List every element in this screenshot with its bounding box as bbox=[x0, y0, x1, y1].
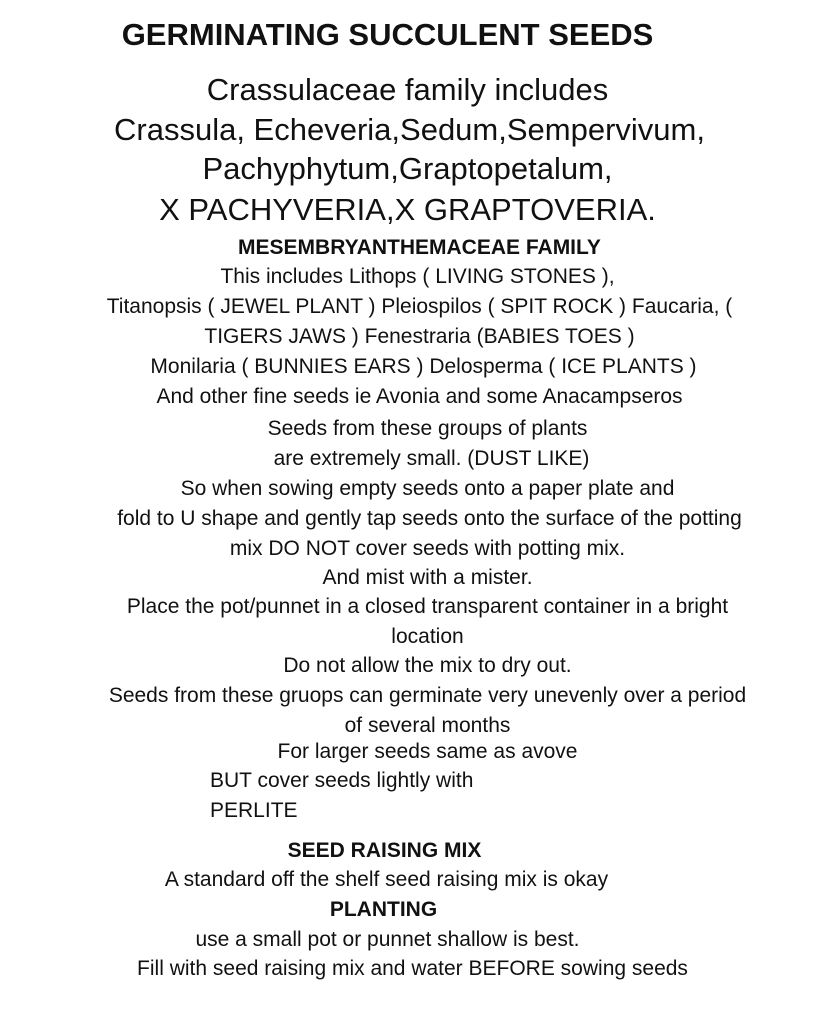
planting-heading: PLANTING bbox=[329, 898, 438, 921]
mesemb-line-16: of several months bbox=[344, 714, 511, 737]
crassulaceae-line-3: Pachyphytum,Graptopetalum, bbox=[202, 151, 613, 186]
mesemb-line-19: PERLITE bbox=[210, 799, 298, 822]
mesemb-heading: MESEMBRYANTHEMACEAE FAMILY bbox=[238, 236, 601, 259]
seed-mix-heading: SEED RAISING MIX bbox=[287, 839, 482, 862]
crassulaceae-line-2: Crassula, Echeveria,Sedum,Sempervivum, bbox=[114, 112, 705, 147]
crassulaceae-line-1: Crassulaceae family includes bbox=[206, 72, 609, 107]
planting-line-2: Fill with seed raising mix and water BEFORE sowing seeds bbox=[137, 957, 688, 980]
mesemb-line-9: fold to U shape and gently tap seeds onto the surface of the potting bbox=[117, 507, 742, 530]
mesemb-line-10: mix DO NOT cover seeds with potting mix. bbox=[229, 537, 626, 560]
mesemb-line-15: Seeds from these gruops can germinate very unevenly over a period bbox=[108, 684, 747, 707]
mesemb-line-17: For larger seeds same as avove bbox=[277, 740, 578, 763]
planting-line-1: use a small pot or punnet shallow is best. bbox=[195, 928, 580, 951]
mesemb-line-4: Monilaria ( BUNNIES EARS ) Delosperma ( ICE PLANTS ) bbox=[150, 355, 697, 378]
mesemb-line-5: And other fine seeds ie Avonia and some Anacampseros bbox=[156, 385, 683, 408]
mesemb-line-18: BUT cover seeds lightly with bbox=[210, 769, 474, 792]
seed-mix-text: A standard off the shelf seed raising mix is okay bbox=[164, 868, 609, 891]
mesemb-line-12: Place the pot/punnet in a closed transparent container in a bright bbox=[126, 595, 729, 618]
mesemb-line-1: This includes Lithops ( LIVING STONES ), bbox=[220, 265, 615, 288]
mesemb-line-3: TIGERS JAWS ) Fenestraria (BABIES TOES ) bbox=[204, 325, 635, 348]
mesemb-line-8: So when sowing empty seeds onto a paper plate and bbox=[180, 477, 675, 500]
mesemb-line-11: And mist with a mister. bbox=[322, 566, 533, 589]
mesemb-line-2: Titanopsis ( JEWEL PLANT ) Pleiospilos ( SPIT ROCK ) Faucaria, ( bbox=[106, 295, 733, 318]
crassulaceae-line-4: X PACHYVERIA,X GRAPTOVERIA. bbox=[159, 192, 656, 227]
page-title: GERMINATING SUCCULENT SEEDS bbox=[121, 17, 654, 52]
mesemb-line-14: Do not allow the mix to dry out. bbox=[283, 654, 572, 677]
mesemb-line-7: are extremely small. (DUST LIKE) bbox=[273, 447, 590, 470]
mesemb-line-13: location bbox=[391, 625, 464, 648]
mesemb-line-6: Seeds from these groups of plants bbox=[267, 417, 588, 440]
